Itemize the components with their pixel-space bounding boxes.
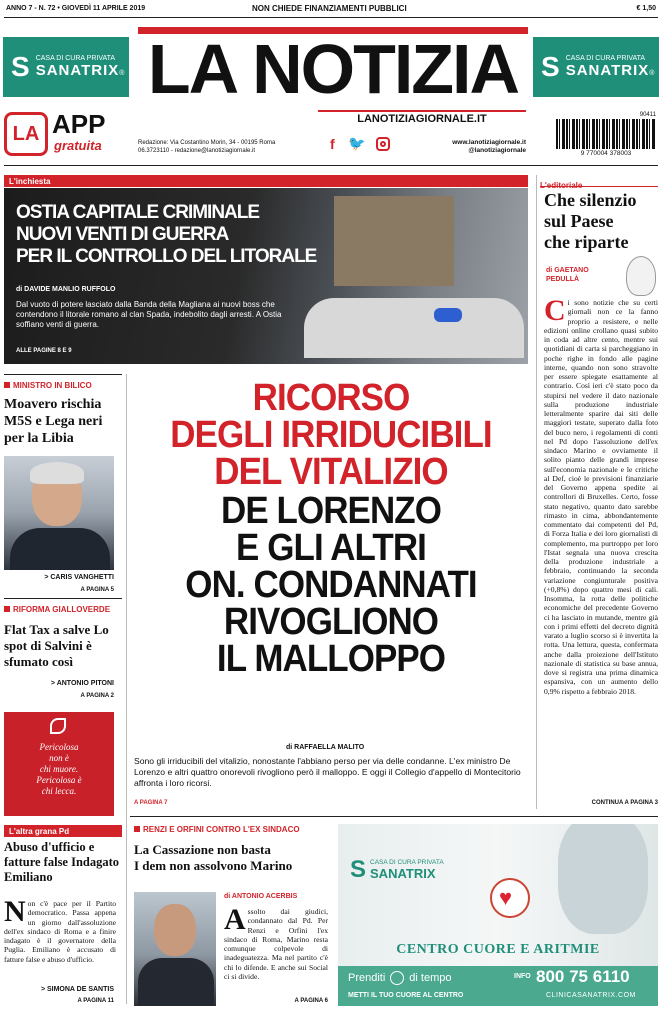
editoriale-headline[interactable] — [544, 190, 658, 253]
promo-line: Pericolosa è — [36, 775, 82, 785]
editoriale-pageref[interactable]: CONTINUA A PAGINA 3 — [591, 800, 658, 806]
promo-text — [4, 742, 114, 797]
face-shape — [154, 904, 196, 956]
siren-light — [434, 308, 462, 322]
editoriale-body — [544, 298, 658, 776]
flattax-label: RIFORMA GIALLOVERDE — [4, 605, 110, 614]
main-black-line: RIVOGLIONO — [223, 601, 439, 643]
ad-booking-bar[interactable] — [338, 966, 658, 1006]
main-black-line: IL MALLOPPO — [216, 638, 446, 680]
main-black-headline — [148, 490, 514, 680]
inchiesta-headline-line: NUOVI VENTI DI GUERRA — [16, 224, 229, 245]
sanatrix-logo-icon: S — [11, 51, 30, 82]
twitter-icon[interactable]: 🐦 — [348, 137, 366, 152]
editoriale-label: L'editoriale — [540, 181, 583, 190]
main-red-line: DEL VITALIZIO — [214, 451, 448, 493]
sponsor-reg: ® — [649, 69, 655, 77]
hair-shape — [30, 462, 84, 484]
marino-headline-line: I dem non assolvono Marino — [134, 858, 293, 873]
moavero-photo[interactable] — [4, 456, 114, 570]
editoriale-headline-line: Che silenzio — [544, 190, 637, 210]
ad-booking-line — [348, 971, 452, 985]
main-black-line: DE LORENZO — [221, 490, 441, 532]
facebook-icon[interactable]: f — [330, 136, 335, 152]
editoriale-author: GAETANO PEDULLÀ — [546, 267, 589, 283]
emiliano-label: L'altra grana Pd — [4, 825, 122, 837]
sanatrix-logo-icon: S — [541, 51, 560, 82]
police-car-shape — [304, 298, 524, 358]
ad-brand-small: CASA DI CURA PRIVATA — [370, 859, 444, 866]
sponsor-left[interactable] — [3, 37, 129, 97]
ad-book-mid: di tempo — [409, 972, 452, 984]
editoriale-text: i sono notizie che su certi giornali non ce la fanno proprio a resistere, e nelle edizioni online crollano quasi subito in coda ad altre cento, mentre sui quotidiani di carta si parcheggiano in poche righe in fondo alle pagine interne, quando non sono stravolte per essere spiegate esattamente al contrario. Così ieri c'è stato poco da stupirsi nel vedere il dato nazionale sulla produzione industriale letteralmente sparire dai siti delle maggiori testate, superato dalla foto del buco nero, i regolamenti di conti nel Pd dopo l'assoluzione dell'ex sindaco Marino e ovviamente il solito pianto delle grandi imprese sull'economia nazionale e le critiche al Def, cioè le previsioni finanziarie del Governo appena spedite ai controllori di Bruxelles. Certo, fosse stato negativo, quanto dato sarebbe rimasto in cima, abbondantemente commentato dai competenti del Pd, di Forza Italia e dei loro giornalisti di complemento, ma purtroppo per loro l'Istat segnala una nuova crescita della produzione industriale a febbraio, continuando la seconda variazione congiunturale positiva (+0,8%) dopo quattro mesi di cali. Insomma, la rotta delle politiche economiche del precedente Governo ci ha lasciato in mutande, mentre già con i primi effetti del decreto dignità varato a luglio scorso si è invertita la rotta. Una lettura, questa, confermata anche dalla proiezione dell'Istituto nazionale di statistica su base annua, dove si registra una prima dinamica espansiva, con un aumento dello 0,9% rispetto a febbraio 2018. — [544, 298, 658, 696]
ad-book-prefix: Prenditi — [348, 972, 386, 984]
building-shape — [334, 196, 454, 286]
app-title: APP — [52, 109, 106, 139]
dropcap: C — [544, 298, 566, 327]
masthead-logo[interactable] — [138, 27, 528, 109]
logo-text: LA NOTIZIA — [147, 30, 519, 108]
app-badge-icon: LA — [4, 112, 48, 156]
editoriale-headline-line: sul Paese — [544, 211, 614, 231]
sponsor-right[interactable] — [533, 37, 659, 97]
web-block — [430, 139, 526, 155]
barcode-bars — [556, 119, 656, 149]
main-summary: Sono gli irriducibili del vitalizio, nonostante l'abbiano perso per via delle condanne. L'ex ministro De Lorenzo e altri quattro onorevoli rivogliono però il malloppo. E oggi il Collegio d'appello di Montecitorio affronta i loro ricorsi. — [134, 756, 521, 788]
inchiesta-byline: di DAVIDE MANLIO RUFFOLO — [16, 286, 116, 293]
author-sketch-icon — [626, 256, 656, 296]
inchiesta-photo[interactable] — [4, 188, 528, 364]
instagram-icon[interactable] — [376, 137, 390, 151]
heart-badge — [490, 878, 530, 918]
main-headline[interactable] — [132, 377, 530, 680]
main-red-line: RICORSO — [252, 377, 410, 419]
moavero-label: MINISTRO IN BILICO — [4, 381, 92, 390]
contacts: 06.3723110 - redazione@lanotiziagiornale.it — [138, 148, 256, 154]
suit-shape — [138, 958, 214, 1006]
sponsor-name: SANATRIX — [565, 61, 650, 79]
moavero-pageref[interactable]: A PAGINA 5 — [80, 587, 114, 593]
ad-site[interactable]: CLINICASANATRIX.COM — [546, 992, 636, 999]
divider — [4, 165, 658, 166]
divider — [4, 17, 658, 18]
promo-line: chi lecca. — [41, 786, 77, 796]
leaf-icon — [50, 718, 66, 734]
inchiesta-headline-line: OSTIA CAPITALE CRIMINALE — [16, 202, 260, 223]
main-red-headline — [148, 377, 514, 493]
promo-box[interactable] — [4, 712, 114, 816]
divider — [4, 374, 122, 375]
marino-label: RENZI E ORFINI CONTRO L'EX SINDACO — [134, 825, 300, 834]
flattax-pageref[interactable]: A PAGINA 2 — [80, 693, 114, 699]
marino-headline[interactable] — [134, 842, 334, 874]
dropcap: N — [4, 899, 26, 928]
inchiesta-summary: Dal vuoto di potere lasciato dalla Banda della Magliana ai nuovi boss che contendono il litorale romano al clan Spada, indebolito dagli arresti. A Ostia soffiano venti di guerra. — [16, 300, 282, 329]
sanatrix-logo-icon: S — [350, 856, 367, 883]
barcode-number: 9 770004 378003 — [580, 150, 632, 157]
marino-text: ssolto dai giudici, condannato dal Pd. Per Renzi e Orfini l'ex sindaco di Roma, Marino resta comunque colpevole di inadeguatezza. Ma nel partito c'è chi lo difende. E anche sui Social ci si divide. — [224, 907, 328, 981]
slogan: NON CHIEDE FINANZIAMENTI PUBBLICI — [252, 4, 407, 13]
barcode-code: 90411 — [639, 112, 656, 118]
main-red-line: DEGLI IRRIDUCIBILI — [170, 414, 492, 456]
price: € 1,50 — [636, 5, 656, 12]
main-black-line: ON. CONDANNATI — [185, 564, 477, 606]
inchiesta-pageref[interactable]: ALLE PAGINE 8 E 9 — [16, 348, 72, 354]
byline-prefix: di — [546, 267, 553, 274]
emiliano-byline: > SIMONA DE SANTIS — [40, 986, 114, 993]
emiliano-body — [4, 899, 116, 979]
inchiesta-headline[interactable] — [16, 202, 336, 268]
sponsor-small: CASA DI CURA PRIVATA — [35, 54, 116, 62]
moavero-byline: > CARIS VANGHETTI — [44, 574, 114, 581]
editoriale-headline-line: che riparte — [544, 232, 629, 252]
sanatrix-ad[interactable] — [338, 824, 658, 1006]
main-black-line: E GLI ALTRI — [236, 527, 426, 569]
marino-byline: di ANTONIO ACERBIS — [224, 893, 298, 900]
main-pageref[interactable]: A PAGINA 7 — [134, 800, 168, 806]
editoriale-label-bar — [540, 175, 658, 190]
marino-pageref[interactable]: A PAGINA 6 — [294, 998, 328, 1004]
top-bar — [6, 4, 656, 16]
divider — [130, 816, 658, 817]
address: Redazione: Via Costantino Morin, 34 - 00195 Roma — [138, 140, 276, 146]
sponsor-small: CASA DI CURA PRIVATA — [565, 54, 646, 62]
clock-icon — [390, 971, 404, 985]
social-handle[interactable]: @lanotiziagiornale — [468, 147, 526, 154]
sponsor-reg: ® — [119, 69, 125, 77]
ad-slogan: METTI IL TUO CUORE AL CENTRO — [348, 992, 464, 999]
flattax-headline[interactable]: Flat Tax a salve Lo spot di Salvini è sfumato così — [4, 622, 109, 669]
web-url[interactable]: www.lanotiziagiornale.it — [452, 139, 526, 146]
promo-line: chi muore. — [39, 764, 79, 774]
marino-headline-line: La Cassazione non basta — [134, 842, 271, 857]
dropcap: A — [224, 907, 246, 936]
marino-photo[interactable] — [134, 892, 216, 1006]
promo-line: non è — [49, 753, 69, 763]
flattax-byline: > ANTONIO PITONI — [50, 680, 114, 687]
ad-brand — [350, 856, 444, 884]
main-byline: di RAFFAELLA MALITO — [286, 744, 365, 751]
doctor-shape — [558, 824, 648, 934]
emiliano-pageref[interactable]: A PAGINA 11 — [77, 998, 114, 1004]
website-link[interactable]: LANOTIZIAGIORNALE.IT — [318, 110, 526, 124]
issue-info: ANNO 7 - N. 72 • GIOVEDÌ 11 APRILE 2019 — [6, 5, 146, 12]
column-rule — [536, 175, 537, 809]
inchiesta-label: L'inchiesta — [4, 175, 528, 187]
inchiesta-headline-line: PER IL CONTROLLO DEL LITORALE — [16, 246, 317, 267]
heart-icon: ♥ — [499, 885, 513, 910]
ad-info-label: INFO — [514, 973, 531, 980]
sponsor-name: SANATRIX — [35, 61, 120, 79]
moavero-headline[interactable]: Moavero rischia M5S e Lega neri per la Libia — [4, 397, 103, 446]
promo-line: Pericolosa — [39, 742, 79, 752]
suit-shape — [10, 528, 110, 570]
divider — [4, 598, 122, 599]
app-promo[interactable] — [4, 109, 124, 158]
editoriale-byline — [546, 266, 616, 284]
app-sub: gratuita — [54, 138, 102, 153]
emiliano-headline[interactable]: Abuso d'ufficio e fatture false Indagato Emiliano — [4, 840, 120, 884]
barcode — [556, 112, 658, 160]
ad-tagline: CENTRO CUORE E ARITMIE — [396, 942, 600, 957]
emiliano-text: on c'è pace per il Partito democratico. Passa appena un giorno dall'assoluzione dell'ex sindaco di Roma e a finire indagato è il governatore della Puglia. Emiliano è accusato di fatture false e abuso d'ufficio. — [4, 899, 116, 964]
column-rule — [126, 374, 127, 1004]
address-block — [138, 139, 338, 155]
ad-phone[interactable]: 800 75 6110 — [536, 967, 630, 986]
marino-body — [224, 907, 328, 991]
ad-brand-name: SANATRIX — [370, 866, 436, 881]
